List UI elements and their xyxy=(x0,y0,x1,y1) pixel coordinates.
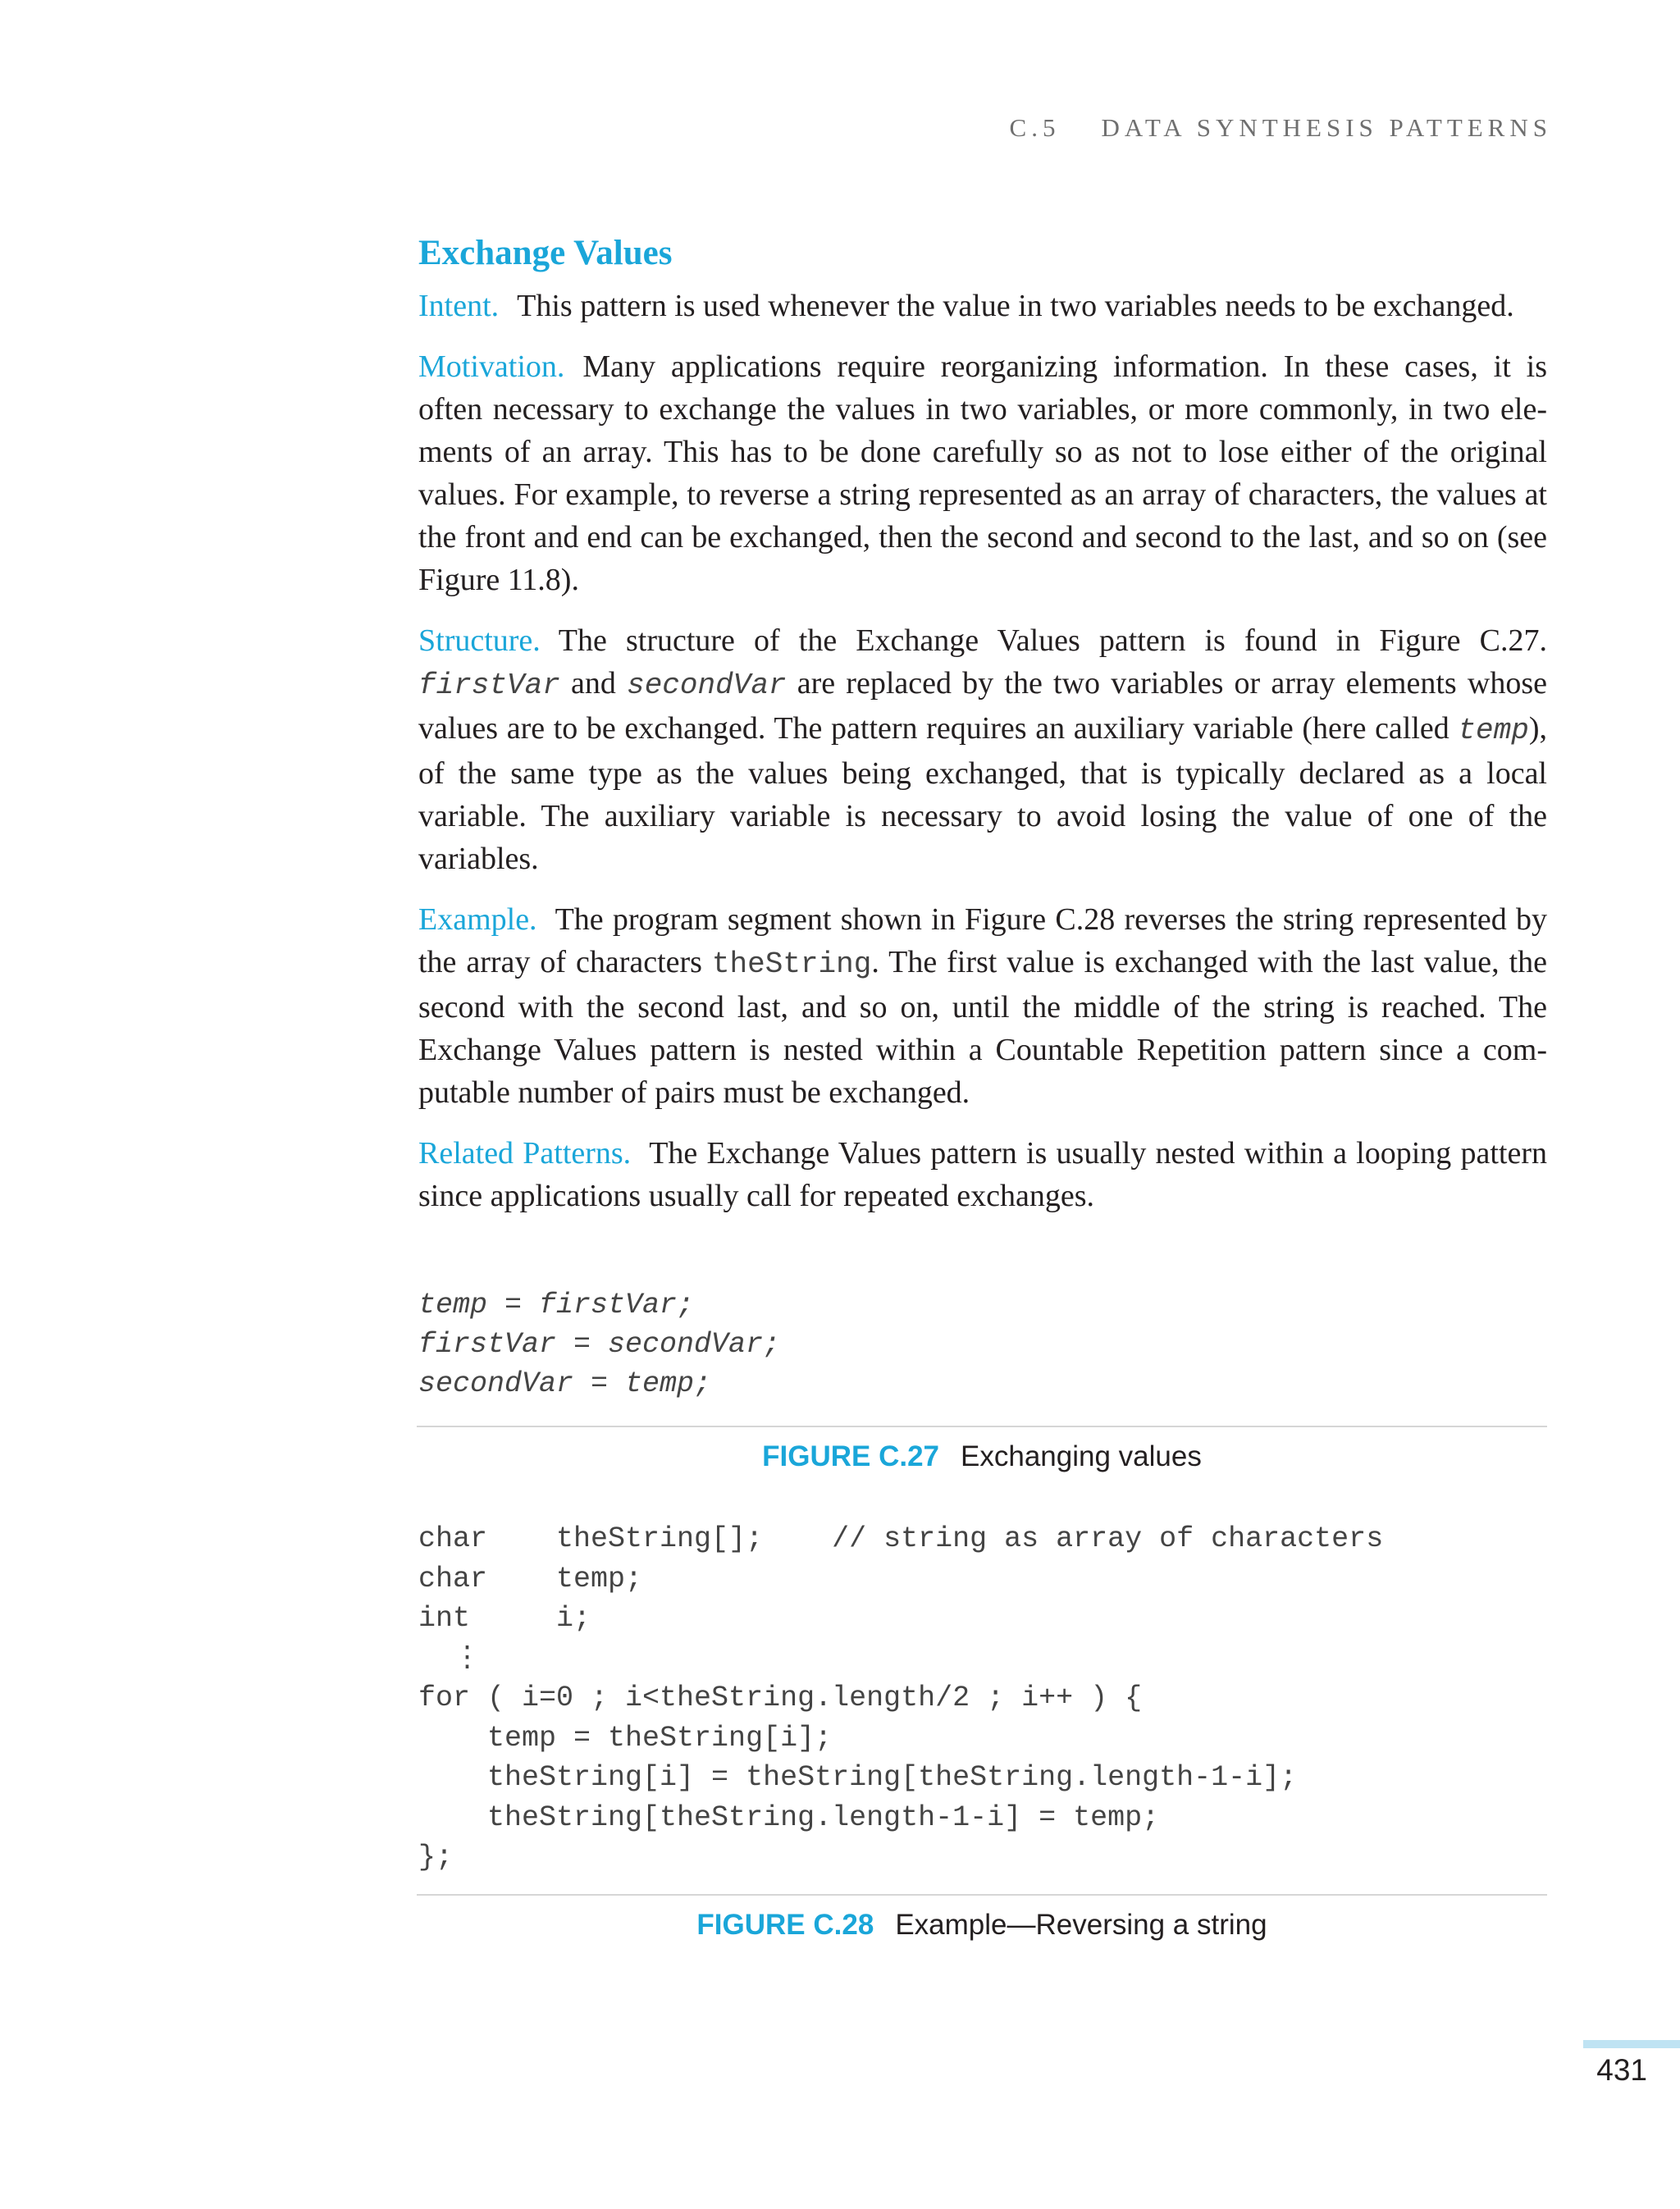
main-content xyxy=(418,233,1547,1235)
figure-c27-caption-text: Exchanging values xyxy=(961,1440,1202,1472)
related-patterns-text: The Exchange Values pattern is usually nested within a looping pattern since applications usually call for repeated exchanges. xyxy=(418,1136,1547,1213)
code-firstvar: firstVar xyxy=(418,669,560,702)
running-head xyxy=(1010,113,1552,143)
running-head-section-number: C.5 xyxy=(1009,113,1061,142)
structure-text-2: and xyxy=(559,666,628,701)
page-number: 431 xyxy=(1596,2053,1647,2087)
intent-label: Intent. xyxy=(418,289,500,323)
code-thestring: theString xyxy=(711,947,872,981)
figure-c27-rule xyxy=(417,1426,1547,1427)
example-paragraph xyxy=(418,898,1547,1114)
intent-text: This pattern is used whenever the value in two variables needs to be exchanged. xyxy=(517,289,1514,323)
motivation-paragraph xyxy=(418,345,1547,601)
example-text-1: The program segment shown in Figure C.28 reverses the string represented by the array of characters xyxy=(418,902,1547,979)
motivation-text: Many applications require reorganizing information. In these cases, it is often necessary to exchange the values in two variables, or more commonly, in two elements of an array. This has to be done carefully so as not to lose either of the original values. For example, to reverse a string represented as an array of characters, the values at the front and end can be exchanged, then the second and second to the last, and so on (see Figure 11.8). xyxy=(418,349,1547,597)
structure-text-3: are replaced by the two variables or array elements whose values are to be exchanged. The pattern requires an auxiliary variable (here called xyxy=(418,666,1547,746)
example-text-2: . The first value is exchanged with the last value, the second with the second last, and so on, until the middle of the string is reached. The Exchange Values pattern is nested within a Countable Repetition pattern since a computable number of pairs must be exchanged. xyxy=(418,945,1547,1110)
code-secondvar: secondVar xyxy=(627,669,787,702)
structure-text-4: ), of the same type as the values being exchanged, that is typically declared as a local variable. The auxiliary variable is necessary to avoid losing the value of one of the variables. xyxy=(418,711,1547,876)
related-patterns-paragraph xyxy=(418,1132,1547,1217)
figure-c28-code: char theString[]; // string as array of characters char temp; int i; ⋮ for ( i=0 ; i<theString.length/2 ; i++ ) { temp = theString[i]; theString[i] = theString[theString.length-1-i]; theString[theString.length-1-i] = temp; }; xyxy=(418,1522,1384,1874)
related-patterns-label: Related Patterns. xyxy=(418,1136,632,1171)
figure-c28-caption-number: FIGURE C.28 xyxy=(696,1909,874,1941)
running-head-section-title: DATA SYNTHESIS PATTERNS xyxy=(1101,113,1552,142)
example-label: Example. xyxy=(418,902,537,937)
page-number-bar xyxy=(1583,2040,1680,2048)
code-temp: temp xyxy=(1458,714,1529,747)
figure-c28-caption xyxy=(417,1909,1547,1942)
structure-text-1: The structure of the Exchange Values pattern is found in Figure C.27. xyxy=(558,623,1547,658)
figure-c27-code: temp = firstVar; firstVar = secondVar; secondVar = temp; xyxy=(418,1289,781,1400)
figure-c28-caption-text: Example—Reversing a string xyxy=(895,1909,1267,1941)
section-title: Exchange Values xyxy=(418,234,673,272)
structure-paragraph xyxy=(418,619,1547,880)
figure-c28-rule xyxy=(417,1894,1547,1896)
figure-c27-caption-number: FIGURE C.27 xyxy=(762,1440,940,1472)
figure-c27-caption xyxy=(417,1440,1547,1473)
motivation-label: Motivation. xyxy=(418,349,565,384)
intent-paragraph xyxy=(418,285,1547,327)
structure-label: Structure. xyxy=(418,623,541,658)
